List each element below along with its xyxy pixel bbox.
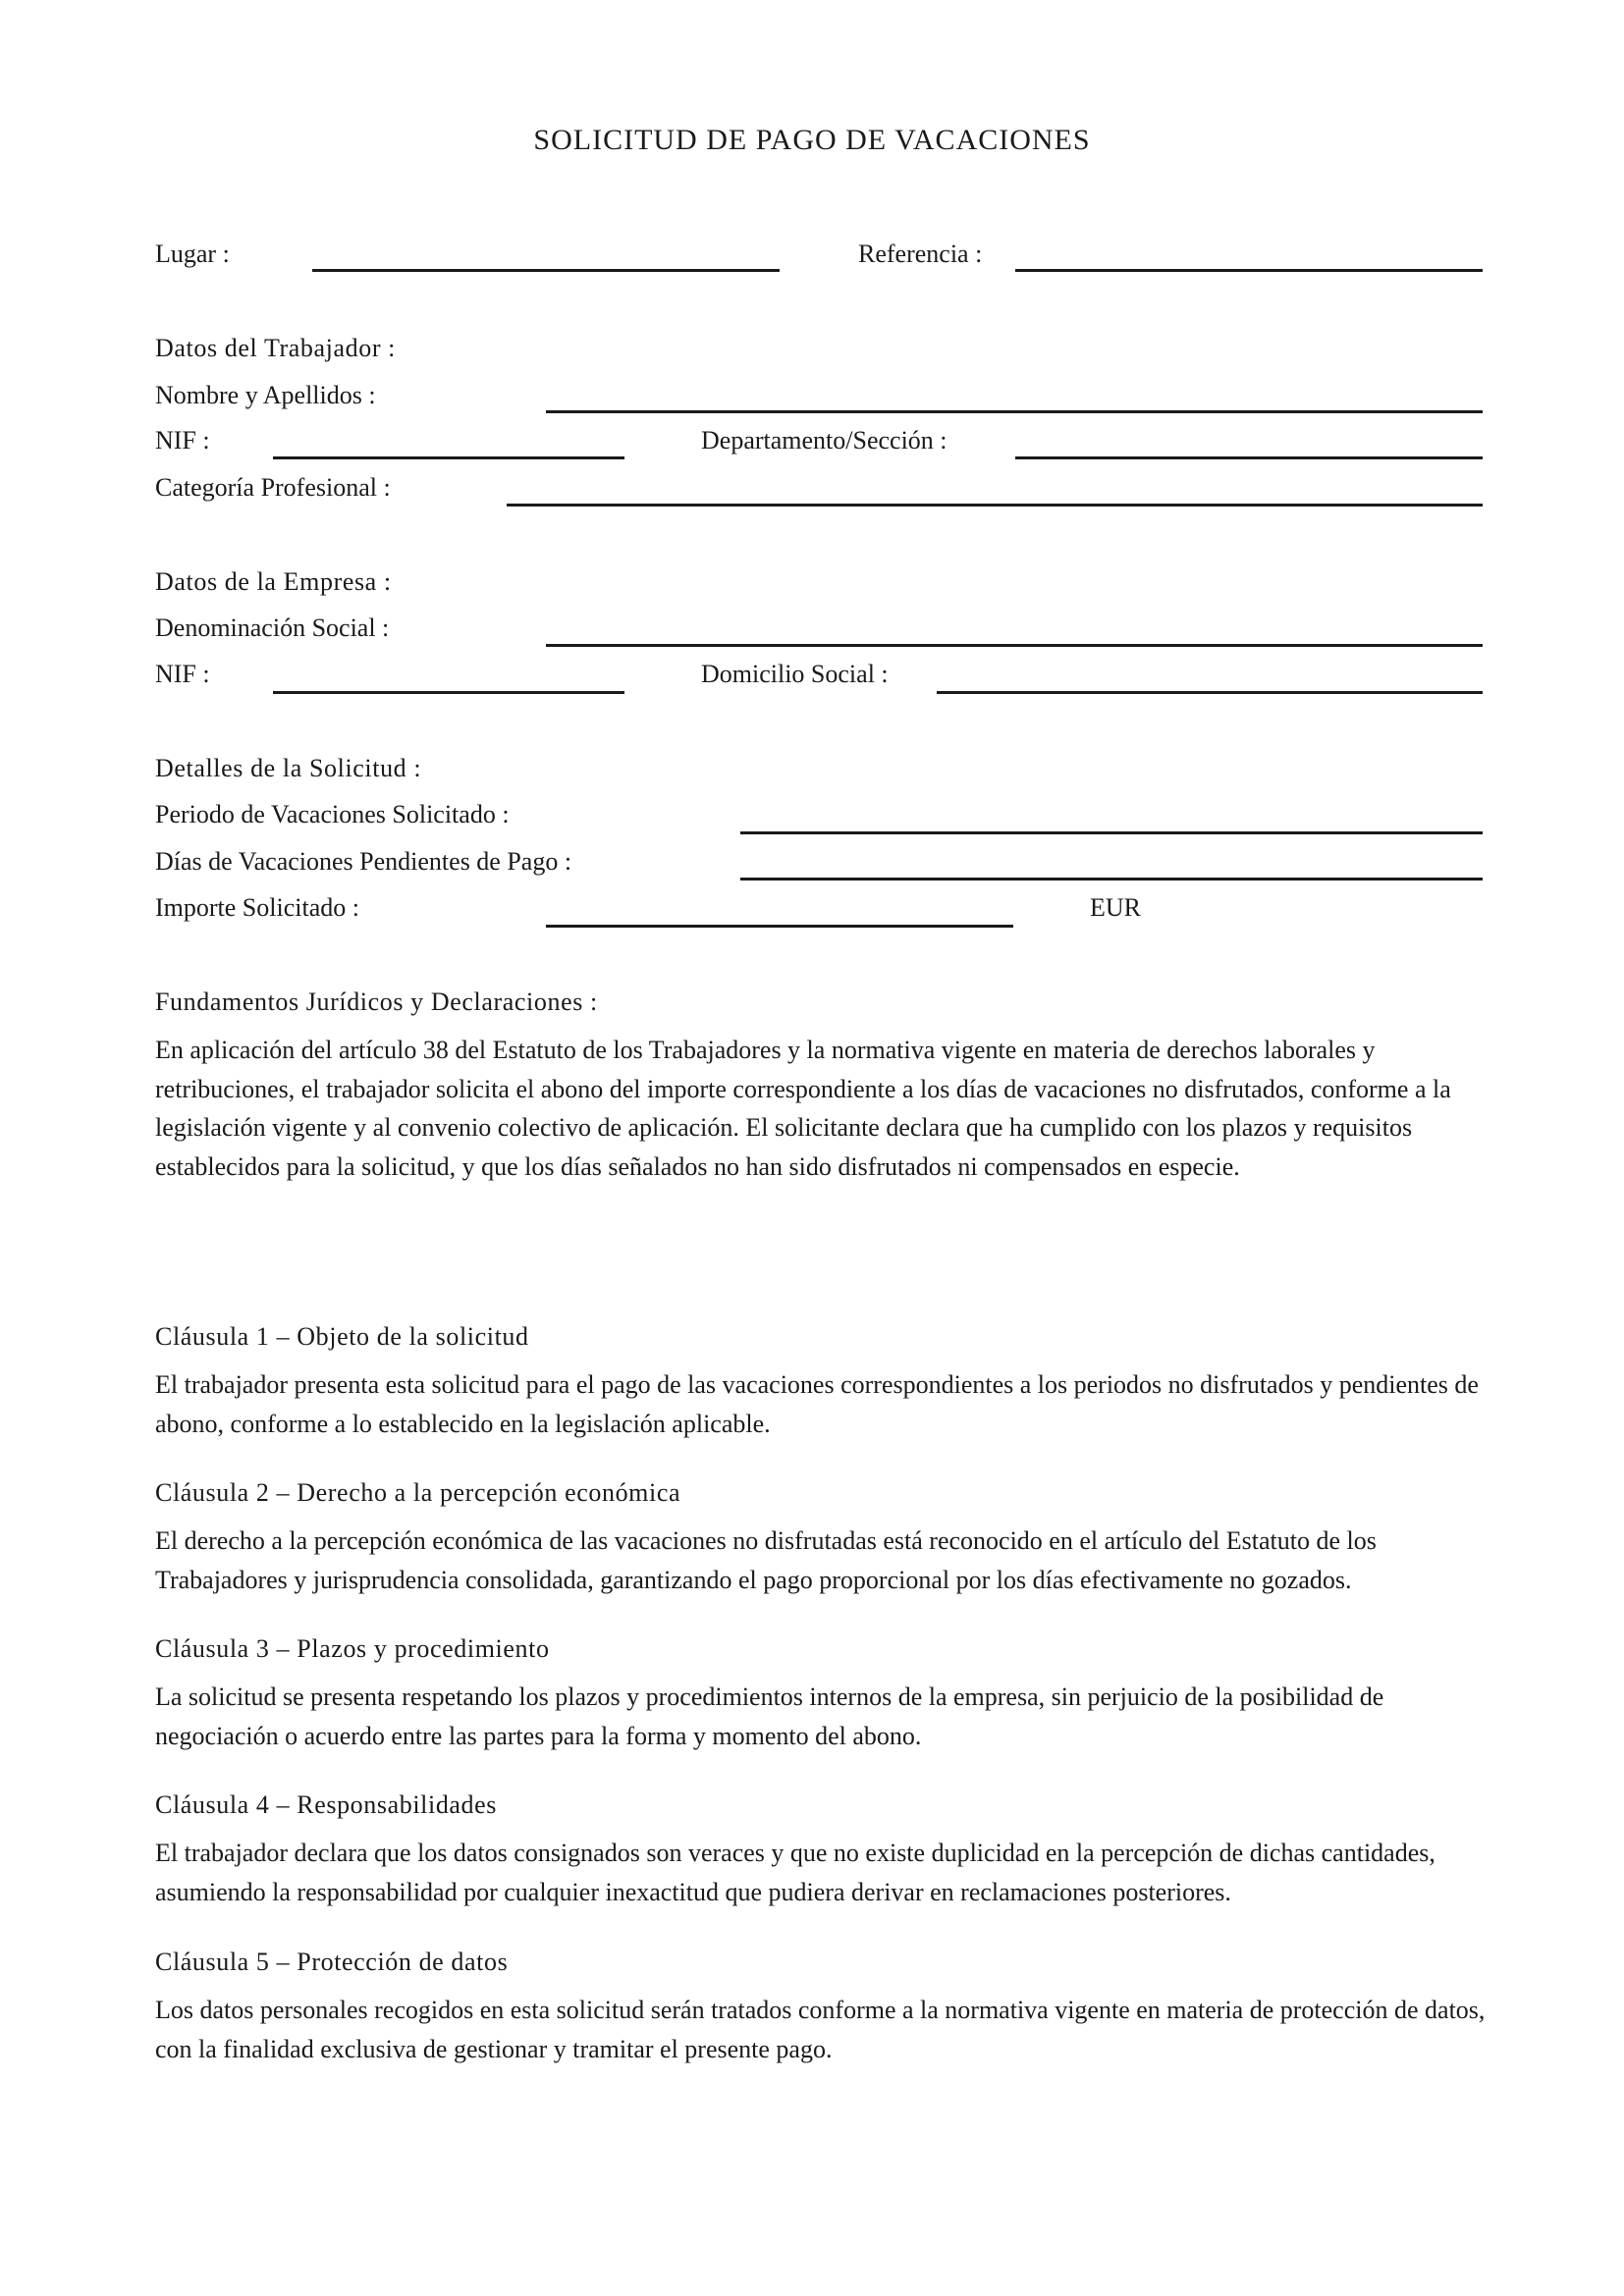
importe-field[interactable] bbox=[546, 925, 1013, 928]
periodo-field[interactable] bbox=[740, 831, 1483, 834]
lugar-label: Lugar : bbox=[155, 240, 230, 268]
trabajador-nif-field[interactable] bbox=[273, 456, 624, 459]
document-title: SOLICITUD DE PAGO DE VACACIONES bbox=[533, 124, 1091, 156]
fundamentos-text: En aplicación del artículo 38 del Estatuto de los Trabajadores y la normativa vigente en materia de derechos laborales y retribuciones, el trabajador solicita el abono del importe correspondiente a los días de vacaciones no disfrutados, conforme a la legislación vigente y al convenio colectivo de aplicación. El solicitante declara que ha cumplido con los plazos y requisitos establecidos para la solicitud, y que los días señalados no han sido disfrutados ni compensados en especie. bbox=[155, 1036, 1451, 1181]
denominacion-field[interactable] bbox=[546, 644, 1483, 647]
categoria-label: Categoría Profesional : bbox=[155, 473, 391, 502]
clause-3-title: Cláusula 3 – Plazos y procedimiento bbox=[155, 1634, 550, 1663]
departamento-field[interactable] bbox=[1015, 456, 1483, 459]
referencia-label: Referencia : bbox=[858, 240, 983, 268]
periodo-label: Periodo de Vacaciones Solicitado : bbox=[155, 800, 510, 828]
dias-field[interactable] bbox=[740, 878, 1483, 881]
empresa-nif-label: NIF : bbox=[155, 660, 210, 688]
nombre-label: Nombre y Apellidos : bbox=[155, 381, 376, 409]
clause-2-title: Cláusula 2 – Derecho a la percepción económica bbox=[155, 1478, 681, 1507]
empresa-nif-field[interactable] bbox=[273, 691, 624, 694]
clause-4-title: Cláusula 4 – Responsabilidades bbox=[155, 1790, 498, 1819]
departamento-label: Departamento/Sección : bbox=[701, 426, 947, 454]
solicitud-heading: Detalles de la Solicitud : bbox=[155, 754, 422, 782]
clause-5-text: Los datos personales recogidos en esta solicitud serán tratados conforme a la normativa vigente en materia de protección de datos, con la finalidad exclusiva de gestionar y tramitar el presente pago. bbox=[155, 1996, 1486, 2063]
dias-label: Días de Vacaciones Pendientes de Pago : bbox=[155, 847, 572, 876]
lugar-field[interactable] bbox=[312, 269, 780, 272]
nombre-field[interactable] bbox=[546, 410, 1483, 413]
trabajador-nif-label: NIF : bbox=[155, 426, 210, 454]
denominacion-label: Denominación Social : bbox=[155, 614, 390, 642]
clause-1-title: Cláusula 1 – Objeto de la solicitud bbox=[155, 1322, 529, 1351]
fundamentos-heading: Fundamentos Jurídicos y Declaraciones : bbox=[155, 988, 598, 1016]
clause-2-text: El derecho a la percepción económica de las vacaciones no disfrutadas está reconocido en el artículo del Estatuto de los Trabajadores y jurisprudencia consolidada, garantizando el pago proporcional por los días efectivamente no gozados. bbox=[155, 1526, 1377, 1594]
importe-label: Importe Solicitado : bbox=[155, 893, 359, 922]
trabajador-heading: Datos del Trabajador : bbox=[155, 334, 397, 362]
clause-3-text: La solicitud se presenta respetando los plazos y procedimientos internos de la empresa, sin perjuicio de la posibilidad de negociación o acuerdo entre las partes para la forma y momento del abono. bbox=[155, 1682, 1384, 1750]
clause-4-text: El trabajador declara que los datos consignados son veraces y que no existe duplicidad en la percepción de dichas cantidades, asumiendo la responsabilidad por cualquier inexactitud que pudiera derivar en reclamaciones posteriores. bbox=[155, 1839, 1435, 1906]
empresa-heading: Datos de la Empresa : bbox=[155, 567, 392, 596]
referencia-field[interactable] bbox=[1015, 269, 1483, 272]
categoria-field[interactable] bbox=[507, 504, 1483, 507]
clause-5-title: Cláusula 5 – Protección de datos bbox=[155, 1948, 509, 1976]
clause-1-text: El trabajador presenta esta solicitud para el pago de las vacaciones correspondientes a los periodos no disfrutados y pendientes de abono, conforme a lo establecido en la legislación aplicable. bbox=[155, 1370, 1479, 1438]
domicilio-label: Domicilio Social : bbox=[701, 660, 889, 688]
domicilio-field[interactable] bbox=[937, 691, 1483, 694]
currency-label: EUR bbox=[1090, 893, 1141, 922]
